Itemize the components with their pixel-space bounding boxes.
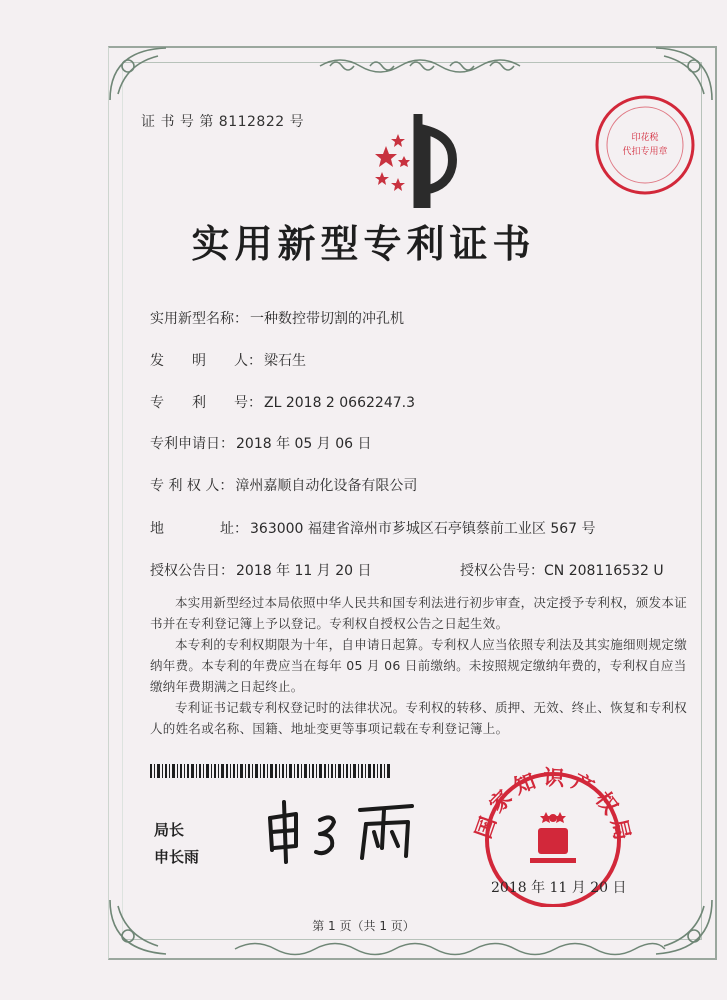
handwritten-signature [262,796,432,866]
field-address [150,518,596,538]
seal-date: 2018 年 11 月 20 日 [491,880,627,896]
bottom-ornament [230,938,670,960]
field-grant-date [150,560,372,580]
field-label: 授权公告日： [150,563,234,579]
corner-ornament-top-left [106,44,176,104]
paragraph-legal-status: 专利证书记载专利权登记时的法律状况。专利权的转移、质押、无效、终止、恢复和专利权人的姓名或名称、国籍、地址变更等事项记载在专利登记簿上。 [150,700,688,736]
field-label: 专 利 权 人： [150,478,234,494]
field-label: 专利申请日： [150,436,234,452]
patent-office-logo [360,108,470,208]
field-value: 2018 年 11 月 20 日 [236,563,372,579]
paragraph-grant: 本实用新型经过本局依照中华人民共和国专利法进行初步审查，决定授予专利权，颁发本证书并在专利登记簿上予以登记。专利权自授权公告之日起生效。 [150,595,688,631]
paragraph-term: 本专利的专利权期限为十年，自申请日起算。专利权人应当依照专利法及其实施细则规定缴纳年费。本专利的年费应当在每年 05 月 06 日前缴纳。未按照规定缴纳年费的，专利权自应当缴纳年费期满之日起终止。 [150,637,688,694]
signatory-title: 局长 [154,821,185,839]
svg-text:代扣专用章: 代扣专用章 [622,147,668,157]
tax-stamp [592,92,698,198]
page-number: 第 1 页（共 1 页） [312,919,415,933]
field-label: 地 址： [150,521,248,537]
field-value: 漳州嘉顺自动化设备有限公司 [235,478,418,494]
field-value: ZL 2018 2 0662247.3 [264,395,415,411]
field-utility-model-name [150,308,404,328]
field-application-date [150,433,372,453]
field-label: 发 明 人： [150,353,262,369]
certificate-title: 实用新型专利证书 [191,222,536,266]
field-label: 实用新型名称： [150,311,248,327]
svg-text:国家知识产权局: 国家知识产权局 [471,765,636,849]
field-inventor [150,350,306,370]
top-ornament [310,52,530,78]
field-value: 梁石生 [264,353,306,369]
barcode [150,764,390,778]
svg-text:印花税: 印花税 [631,133,659,143]
signatory-name: 申长雨 [154,848,200,866]
field-patentee [150,475,417,495]
field-grant-number [460,560,664,580]
field-value: CN 208116532 U [544,563,664,579]
field-value: 363000 福建省漳州市芗城区石亭镇蔡前工业区 567 号 [250,521,596,537]
certificate-number: 证 书 号 第 8112822 号 [141,114,305,130]
field-patent-number [150,392,415,412]
field-value: 2018 年 05 月 06 日 [236,436,372,452]
field-label: 专 利 号： [150,395,262,411]
field-value: 一种数控带切割的冲孔机 [250,311,404,327]
field-label: 授权公告号： [460,563,544,579]
